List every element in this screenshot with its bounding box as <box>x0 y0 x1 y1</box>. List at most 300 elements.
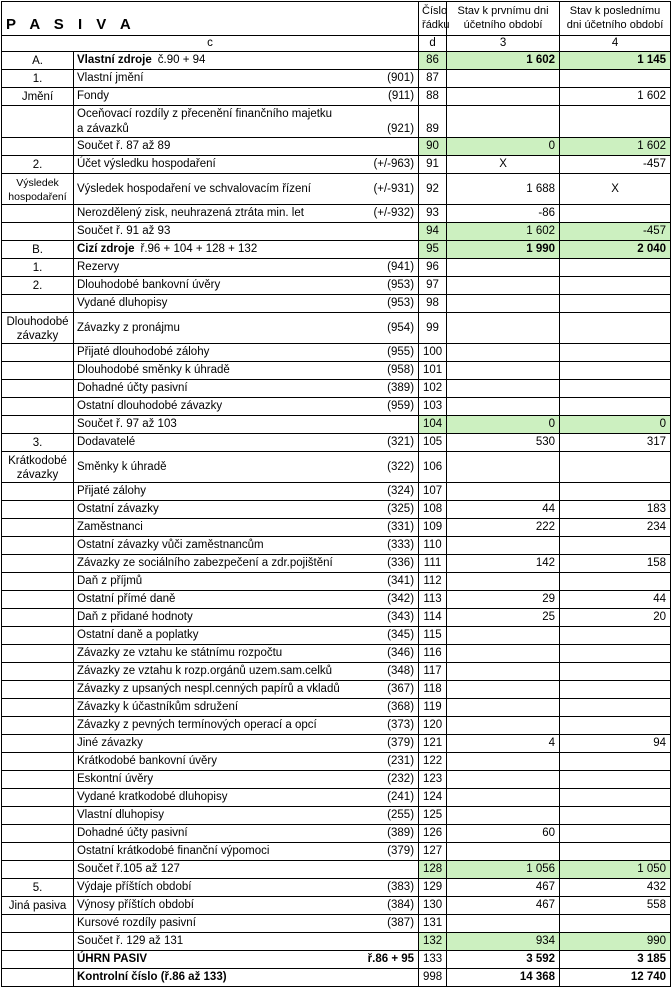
row-value-end: 183 <box>560 501 671 519</box>
row-section-code: Dlouhodobé závazky <box>2 313 74 344</box>
row-account: (379) <box>337 735 419 753</box>
page-title: P A S I V A <box>2 2 419 36</box>
row-description-text: Ostatní závazky vůči zaměstnancům <box>77 539 264 551</box>
row-description <box>74 241 337 259</box>
table-row <box>2 88 671 106</box>
table-row <box>2 789 671 807</box>
row-section-code <box>2 717 74 735</box>
row-number: 127 <box>419 843 447 861</box>
row-value-end <box>560 277 671 295</box>
row-value-start: 1 688 <box>447 174 560 205</box>
table-row <box>2 861 671 879</box>
row-description <box>74 398 337 416</box>
row-section-code <box>2 398 74 416</box>
row-value-end: -457 <box>560 223 671 241</box>
table-row <box>2 434 671 452</box>
row-value-start <box>447 645 560 663</box>
row-value-start: 3 592 <box>447 951 560 969</box>
table-row <box>2 138 671 156</box>
row-account: (387) <box>337 915 419 933</box>
row-value-end: 558 <box>560 897 671 915</box>
row-description-text: Přijaté dlouhodobé zálohy <box>77 346 210 358</box>
row-description <box>74 362 337 380</box>
row-section-code: 1. <box>2 70 74 88</box>
row-number: 132 <box>419 933 447 951</box>
row-value-end <box>560 313 671 344</box>
row-value-start <box>447 483 560 501</box>
row-description-text: Ostatní přímé daně <box>77 593 176 605</box>
row-account: (231) <box>337 753 419 771</box>
row-description <box>74 879 337 897</box>
row-account: (325) <box>337 501 419 519</box>
row-description-text: Součet ř. 87 až 89 <box>77 140 171 152</box>
row-value-start <box>447 843 560 861</box>
row-description <box>74 555 337 573</box>
row-section-code <box>2 106 74 138</box>
row-description <box>74 138 337 156</box>
row-description-text: Oceňovací rozdíly z přecenění finančního majetku a závazků <box>77 107 333 135</box>
row-description <box>74 591 337 609</box>
row-description-text: Dlouhodobé směnky k úhradě <box>77 364 230 376</box>
row-account: (333) <box>337 537 419 555</box>
row-account <box>337 138 419 156</box>
row-value-end: 12 740 <box>560 969 671 987</box>
row-value-start <box>447 106 560 138</box>
row-description <box>74 861 337 879</box>
row-number: 131 <box>419 915 447 933</box>
row-account: (953) <box>337 295 419 313</box>
table-row <box>2 699 671 717</box>
row-section-code: Krátkodobé závazky <box>2 452 74 483</box>
row-number: 92 <box>419 174 447 205</box>
row-account <box>337 52 419 70</box>
col-4-label: 4 <box>560 36 671 52</box>
row-number: 109 <box>419 519 447 537</box>
row-value-end: 2 040 <box>560 241 671 259</box>
row-description <box>74 52 337 70</box>
row-description <box>74 205 337 223</box>
row-number: 112 <box>419 573 447 591</box>
row-value-end <box>560 380 671 398</box>
table-row <box>2 223 671 241</box>
row-number: 97 <box>419 277 447 295</box>
row-value-end <box>560 259 671 277</box>
row-description-text: Součet ř.105 až 127 <box>77 863 180 875</box>
row-description <box>74 753 337 771</box>
row-value-start: 467 <box>447 897 560 915</box>
row-value-end <box>560 70 671 88</box>
row-value-end <box>560 807 671 825</box>
row-account: (348) <box>337 663 419 681</box>
row-section-code <box>2 362 74 380</box>
row-description-text: Součet ř. 129 až 131 <box>77 935 184 947</box>
row-number: 86 <box>419 52 447 70</box>
row-section-code <box>2 627 74 645</box>
row-number: 126 <box>419 825 447 843</box>
row-section-code <box>2 933 74 951</box>
row-number: 94 <box>419 223 447 241</box>
row-description-text: Účet výsledku hospodaření <box>77 158 216 170</box>
row-value-start: 934 <box>447 933 560 951</box>
row-value-end: 317 <box>560 434 671 452</box>
row-account: (232) <box>337 771 419 789</box>
table-row <box>2 537 671 555</box>
row-account: (+/-931) <box>337 174 419 205</box>
table-row <box>2 879 671 897</box>
row-number: 124 <box>419 789 447 807</box>
row-description <box>74 825 337 843</box>
row-description-text: Rezervy <box>77 261 120 273</box>
row-number: 121 <box>419 735 447 753</box>
row-description <box>74 807 337 825</box>
row-value-start <box>447 380 560 398</box>
table-row <box>2 398 671 416</box>
col-c-label: c <box>2 36 419 52</box>
row-description-text: Dohadné účty pasivní <box>77 827 188 839</box>
row-account: (336) <box>337 555 419 573</box>
row-value-end: 432 <box>560 879 671 897</box>
row-section-code: B. <box>2 241 74 259</box>
row-number: 115 <box>419 627 447 645</box>
row-value-start <box>447 277 560 295</box>
row-description-text: Dlouhodobé bankovní úvěry <box>77 279 221 291</box>
row-account: (921) <box>337 106 419 138</box>
row-number: 998 <box>419 969 447 987</box>
row-section-code <box>2 138 74 156</box>
row-description-text: Daň z příjmů <box>77 575 143 587</box>
table-row <box>2 573 671 591</box>
table-row <box>2 380 671 398</box>
table-row <box>2 344 671 362</box>
row-account: (901) <box>337 70 419 88</box>
row-formula: č.90 + 94 <box>157 54 206 66</box>
row-description <box>74 663 337 681</box>
row-section-code <box>2 205 74 223</box>
table-row <box>2 915 671 933</box>
row-value-end: X <box>560 174 671 205</box>
row-description <box>74 771 337 789</box>
row-value-end <box>560 771 671 789</box>
row-section-code: A. <box>2 52 74 70</box>
row-value-end <box>560 753 671 771</box>
row-number: 129 <box>419 879 447 897</box>
row-section-code: Jiná pasiva <box>2 897 74 915</box>
row-section-code: 2. <box>2 156 74 174</box>
row-value-end <box>560 573 671 591</box>
row-value-start <box>447 771 560 789</box>
row-section-code <box>2 951 74 969</box>
row-account: (345) <box>337 627 419 645</box>
row-number: 96 <box>419 259 447 277</box>
row-description <box>74 897 337 915</box>
table-row <box>2 717 671 735</box>
row-value-start <box>447 88 560 106</box>
row-section-code <box>2 645 74 663</box>
row-number: 110 <box>419 537 447 555</box>
row-account <box>337 861 419 879</box>
table-row <box>2 771 671 789</box>
row-account: (958) <box>337 362 419 380</box>
row-value-start <box>447 663 560 681</box>
row-section-code: 2. <box>2 277 74 295</box>
table-row <box>2 259 671 277</box>
row-description-text: Součet ř. 91 až 93 <box>77 225 171 237</box>
row-value-end: 20 <box>560 609 671 627</box>
table-row <box>2 969 671 987</box>
row-value-end: 990 <box>560 933 671 951</box>
row-section-code: 3. <box>2 434 74 452</box>
row-description <box>74 380 337 398</box>
row-description-text: Závazky z pronájmu <box>77 321 180 334</box>
col-3-label: 3 <box>447 36 560 52</box>
row-account: (959) <box>337 398 419 416</box>
row-value-end <box>560 344 671 362</box>
row-description-text: Závazky z pevných termínových operací a opcí <box>77 719 317 731</box>
row-value-end <box>560 915 671 933</box>
row-number: 95 <box>419 241 447 259</box>
row-account: (384) <box>337 897 419 915</box>
row-description <box>74 106 337 138</box>
row-description-text: Ostatní krátkodobé finanční výpomoci <box>77 845 270 857</box>
row-value-end <box>560 452 671 483</box>
row-section-code <box>2 861 74 879</box>
row-value-start: 142 <box>447 555 560 573</box>
row-number: 98 <box>419 295 447 313</box>
row-account: (383) <box>337 879 419 897</box>
row-number: 108 <box>419 501 447 519</box>
row-section-code <box>2 699 74 717</box>
row-description-text: Dodavatelé <box>77 436 136 448</box>
row-value-start: 530 <box>447 434 560 452</box>
row-description <box>74 88 337 106</box>
row-description <box>74 501 337 519</box>
row-value-end: 158 <box>560 555 671 573</box>
row-value-end <box>560 681 671 699</box>
row-account: (389) <box>337 825 419 843</box>
row-value-start: -86 <box>447 205 560 223</box>
row-section-code <box>2 537 74 555</box>
row-account: (324) <box>337 483 419 501</box>
row-value-start <box>447 717 560 735</box>
row-number: 107 <box>419 483 447 501</box>
row-description-text: Závazky ze vztahu k rozp.orgánů uzem.sam.celků <box>77 665 333 677</box>
row-number: 91 <box>419 156 447 174</box>
row-number: 89 <box>419 106 447 138</box>
row-description <box>74 627 337 645</box>
row-description-text: Výdaje příštích období <box>77 881 192 893</box>
row-account: (941) <box>337 259 419 277</box>
row-value-end: 94 <box>560 735 671 753</box>
table-row <box>2 174 671 205</box>
row-description <box>74 933 337 951</box>
row-description-text: Fondy <box>77 90 109 102</box>
row-account <box>337 969 419 987</box>
row-value-start: 4 <box>447 735 560 753</box>
table-row <box>2 933 671 951</box>
row-number: 99 <box>419 313 447 344</box>
row-value-start: 1 602 <box>447 52 560 70</box>
row-description-text: Součet ř. 97 až 103 <box>77 418 177 430</box>
row-section-code <box>2 380 74 398</box>
row-value-end <box>560 843 671 861</box>
row-account: (342) <box>337 591 419 609</box>
row-section-code <box>2 771 74 789</box>
row-number: 123 <box>419 771 447 789</box>
row-description-text: Závazky k účastníkům sdružení <box>77 701 239 713</box>
row-section-code <box>2 663 74 681</box>
row-value-end: -457 <box>560 156 671 174</box>
row-value-end <box>560 825 671 843</box>
row-section-code <box>2 735 74 753</box>
row-description-text: Zaměstnanci <box>77 521 143 533</box>
row-description-text: Kursové rozdíly pasivní <box>77 917 196 929</box>
table-row <box>2 295 671 313</box>
row-description-text: Ostatní závazky <box>77 503 159 515</box>
row-value-end <box>560 205 671 223</box>
row-description <box>74 969 337 987</box>
table-row <box>2 205 671 223</box>
row-account: (343) <box>337 609 419 627</box>
row-description <box>74 277 337 295</box>
row-section-code <box>2 501 74 519</box>
row-number: 130 <box>419 897 447 915</box>
row-number: 125 <box>419 807 447 825</box>
col-4-header: Stav k poslednímu dni účetního období <box>560 2 671 36</box>
row-account: (911) <box>337 88 419 106</box>
row-value-start: 1 056 <box>447 861 560 879</box>
row-number: 105 <box>419 434 447 452</box>
row-value-end: 3 185 <box>560 951 671 969</box>
row-description-text: Krátkodobé bankovní úvěry <box>77 755 218 767</box>
row-section-code <box>2 753 74 771</box>
row-value-end: 234 <box>560 519 671 537</box>
row-description <box>74 699 337 717</box>
row-section-code <box>2 573 74 591</box>
row-value-end <box>560 537 671 555</box>
row-description-text: Nerozdělený zisk, neuhrazená ztráta min. let <box>77 207 304 219</box>
row-value-start: 14 368 <box>447 969 560 987</box>
row-number: 106 <box>419 452 447 483</box>
row-value-start <box>447 398 560 416</box>
row-section-code <box>2 807 74 825</box>
row-value-start: 25 <box>447 609 560 627</box>
row-number: 114 <box>419 609 447 627</box>
row-value-start <box>447 753 560 771</box>
table-row <box>2 627 671 645</box>
row-formula: ř.96 + 104 + 128 + 132 <box>140 243 258 255</box>
row-description <box>74 519 337 537</box>
row-description <box>74 681 340 699</box>
row-value-end <box>560 663 671 681</box>
row-section-code <box>2 681 74 699</box>
row-value-end <box>560 295 671 313</box>
row-description <box>74 174 337 205</box>
row-value-start <box>447 259 560 277</box>
table-row <box>2 70 671 88</box>
row-number: 119 <box>419 699 447 717</box>
row-section-code <box>2 519 74 537</box>
table-row <box>2 897 671 915</box>
table-row <box>2 313 671 344</box>
row-value-start <box>447 344 560 362</box>
row-value-start: 1 602 <box>447 223 560 241</box>
row-value-start <box>447 807 560 825</box>
col-row-number-header: Číslo řádku <box>419 2 447 36</box>
row-description <box>74 537 337 555</box>
row-number: 113 <box>419 591 447 609</box>
row-account: (955) <box>337 344 419 362</box>
row-value-end: 1 602 <box>560 138 671 156</box>
row-value-start <box>447 70 560 88</box>
row-account: (953) <box>337 277 419 295</box>
row-value-start: 1 990 <box>447 241 560 259</box>
row-description <box>74 295 337 313</box>
row-number: 87 <box>419 70 447 88</box>
row-section-code: 1. <box>2 259 74 277</box>
row-description <box>74 843 337 861</box>
table-row <box>2 825 671 843</box>
row-account: (389) <box>337 380 419 398</box>
row-description-text: Výnosy příštích období <box>77 899 194 911</box>
row-number: 88 <box>419 88 447 106</box>
table-row <box>2 753 671 771</box>
row-number: 133 <box>419 951 447 969</box>
row-account <box>337 241 419 259</box>
row-description <box>74 789 337 807</box>
row-description-text: Jiné závazky <box>77 737 143 749</box>
row-description-text: Závazky ze vztahu ke státnímu rozpočtu <box>77 647 283 659</box>
row-description <box>74 645 337 663</box>
table-row <box>2 483 671 501</box>
row-description <box>74 434 337 452</box>
row-value-end <box>560 789 671 807</box>
row-number: 104 <box>419 416 447 434</box>
row-number: 111 <box>419 555 447 573</box>
table-row <box>2 843 671 861</box>
row-account <box>337 223 419 241</box>
row-value-start <box>447 362 560 380</box>
row-number: 103 <box>419 398 447 416</box>
table-row <box>2 52 671 70</box>
row-account: (241) <box>337 789 419 807</box>
row-description-text: Cizí zdroje <box>77 243 135 255</box>
row-value-start: 0 <box>447 138 560 156</box>
row-value-end <box>560 106 671 138</box>
row-number: 100 <box>419 344 447 362</box>
balance-sheet-liabilities <box>1 1 671 987</box>
table-row <box>2 663 671 681</box>
row-section-code <box>2 344 74 362</box>
row-number: 122 <box>419 753 447 771</box>
col-d-label: d <box>419 36 447 52</box>
row-description <box>74 259 337 277</box>
row-account: (341) <box>337 573 419 591</box>
row-account: (322) <box>337 452 419 483</box>
row-section-code <box>2 223 74 241</box>
row-value-start <box>447 537 560 555</box>
table-row <box>2 609 671 627</box>
table-row <box>2 241 671 259</box>
row-number: 128 <box>419 861 447 879</box>
row-description <box>74 452 337 483</box>
row-description-text: Vydané dluhopisy <box>77 297 168 309</box>
row-account: (321) <box>337 434 419 452</box>
row-value-end: 1 602 <box>560 88 671 106</box>
table-row <box>2 519 671 537</box>
row-description-text: Závazky z upsaných nespl.cenných papírů a vkladů <box>77 683 340 695</box>
row-description-text: Vydané kratkodobé dluhopisy <box>77 791 228 803</box>
row-description-text: Směnky k úhradě <box>77 460 167 473</box>
